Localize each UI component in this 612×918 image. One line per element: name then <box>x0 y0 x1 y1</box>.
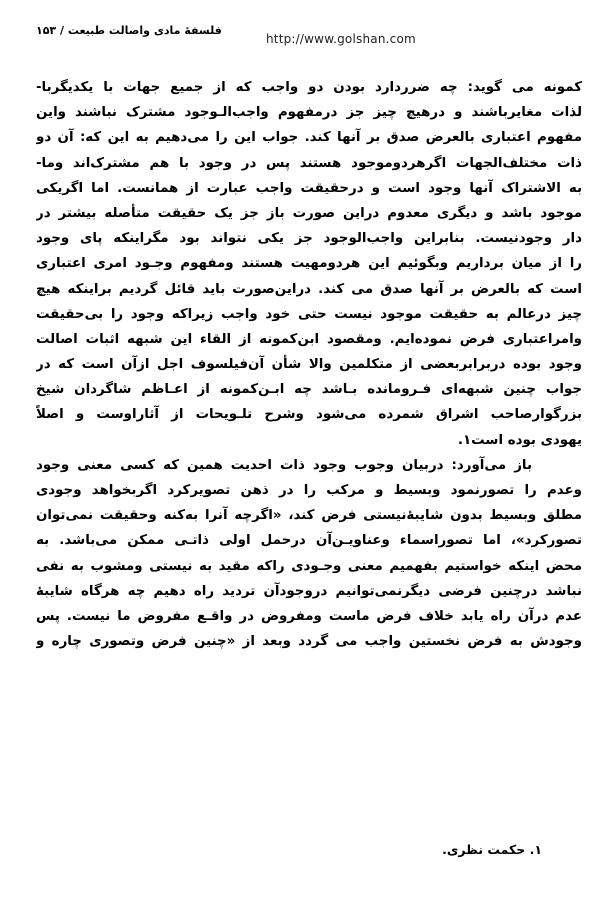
text-line: به الاشتراک آنها وجود است و درحقیقت واجب عبارت از همانست. اما اگریکی <box>36 180 582 196</box>
text-line: موجود باشد و دیگری معدوم دراین صورت باز جز یک حقیقت متأصله بیشتر در <box>36 205 582 221</box>
paragraph-2 <box>36 453 582 655</box>
text-line: وامراعتباری فرض نموده‌ایم. ومقصود ابن‌کمونه از القاء این شبهه اثبات اصالت <box>36 331 582 347</box>
site-url[interactable]: http://www.golshan.com <box>266 32 416 46</box>
body-text <box>36 75 582 654</box>
text-line: باز می‌آورد: دربیان وجوب وجود ذات احدیت همین که کسی معنی وجود <box>36 457 532 473</box>
text-line: بزرگوارصاحب اشراق شمرده می‌شود وشرح تلـویحات از آثاراوست و اصلاً <box>36 407 582 423</box>
text-line: محض اینکه خواستیم بفهمیم معنی وجـودی راکه مقید به نیستی ومشوب به نفی <box>36 558 582 574</box>
text-line: مطلق وبسیط بدون شایبهٔ‌نیستی فرض کند، «اگرچه آنرا به‌کنه وحقیقت نمی‌توان <box>36 508 582 524</box>
text-line: تصورکرد»، اما تصوراسماء وعناویـن‌آن درحمل اولی ذاتـی ممکن می‌باشد. به <box>36 533 582 549</box>
text-line: لذات مغایرباشند و درهیچ چیز جز درمفهوم واجب‌الـوجود مشترک نباشند واین <box>36 105 582 121</box>
text-line: است که بالعرض بر آنها صدق می کند. دراین‌صورت باید قائل گردیم براینکه هیچ <box>36 281 582 297</box>
text-line: را از میان برداریم وبگوئیم این هردومهیت هستند ومفهوم وجـود امری اعتباری <box>36 256 582 272</box>
text-line: چیز درعالم به حقیقت موجود نیست حتی خود واجب زیراکه وجود را بی‌حقیقت <box>36 306 582 322</box>
text-line: وعدم را تصورنمود وبسیط و مرکب را در ذهن تصویرکرد اگربخواهد وجودی <box>36 483 582 498</box>
page-header <box>0 22 612 46</box>
footnote: ۱. حکمت نظری. <box>442 842 542 857</box>
text-line: ذات مختلف‌الجهات اگرهردوموجود هستند پس در وجود با هم مشترک‌اند وما- <box>36 155 582 171</box>
text-line: مفهوم اعتباری بالعرض صدق بر آنها کند. جواب این را می‌دهیم به این که: آن دو <box>36 130 582 146</box>
text-line: وجود بوده دربرابربعضی از متکلمین والا شأن آن‌فیلسوف اجل ازآن است که در <box>36 357 582 373</box>
text-line: دار وجودنیست. بنابراین واجب‌الوجود جز یکی نتواند بود مگراینکه پای وجود <box>36 231 582 247</box>
text-line: عدم درآن راه یابد خلاف فرض ماست ومفروض در واقـع مفروض ما نیست. پس <box>36 608 582 624</box>
text-line: یهودی بوده است۱. <box>457 432 582 448</box>
paragraph-1 <box>36 75 582 453</box>
text-line: جواب چنین شبهه‌ای فـرومانده بـاشد چه ابـن‌کمونه از اعـاظم شاگردان شیخ <box>36 382 582 398</box>
running-head: فلسفهٔ مادی واصالت طبیعت / ۱۵۳ <box>36 24 222 37</box>
text-line: نباشد درچنین فرضی دیگرنمی‌توانیم درو‌جودآن تردید راه دهیم چه هرگاه شایبهٔ <box>36 583 582 599</box>
text-line: کمونه می گوید: چه ضرردارد بودن دو واجب که از جمیع جهات با یکدیگربا- <box>36 80 582 95</box>
text-line: وجودش به فرض نخستین واجب می گردد وبعد از «چنین فرض وتصوری چاره و <box>36 634 582 650</box>
